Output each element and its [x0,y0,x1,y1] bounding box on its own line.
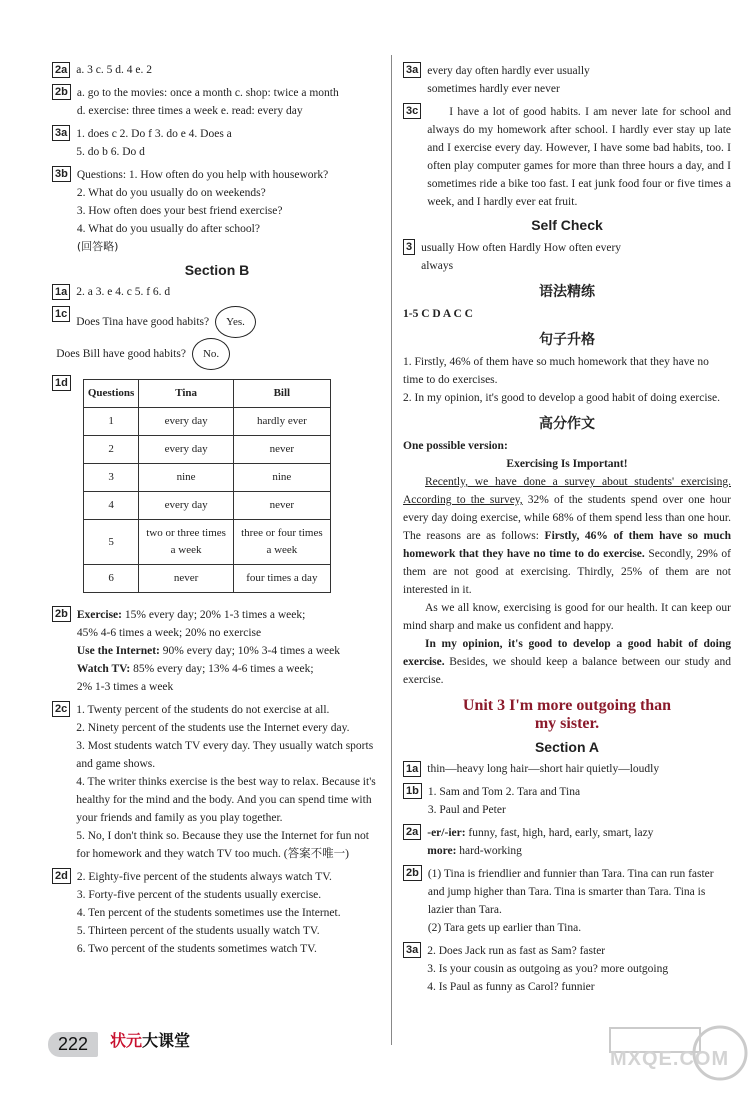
table-row: 1 every day hardly ever [83,408,330,436]
label-tag: 1a [403,761,421,777]
grammar-answers: 1-5 C D A C C [403,308,473,320]
label-tag: 3a [403,942,421,958]
answer-2c [52,701,382,863]
label-tag: 3c [403,103,421,119]
table-row: 6 never four times a day [83,565,330,593]
unit-title: Unit 3 I'm more outgoing than my sister. [462,697,672,732]
page-footer [40,1018,750,1078]
writing-title: 高分作文 [539,416,595,432]
essay-title: Exercising Is Important! [506,458,628,470]
sentence-title: 句子升格 [539,332,595,348]
list-item: 2. Ninety percent of the students use the Internet every day. [76,722,350,734]
section-b-title: Section B [184,262,250,278]
table-header: Questions [83,380,138,408]
table-row: 2 every day never [83,436,330,464]
table-row: 3 nine nine [83,464,330,492]
list-item: 3. Most students watch TV every day. They usually watch sports and game shows. [76,740,374,770]
list-item: 3. Forty-five percent of the students usually exercise. [76,889,322,901]
left-column [52,62,382,963]
label-tag: 2b [52,84,71,100]
answer-1c: 1c Does Tina have good habits? Yes. Does Bill have good habits? No. [52,306,382,370]
label-tag: 3b [52,166,71,182]
right-column [403,62,731,1001]
list-item: 2. Eighty-five percent of the students always watch TV. [76,871,332,883]
label-tag: 2b [403,865,422,881]
essay-paragraph: As we all know, exercising is good for our health. It can keep our mind sharp and make us confident and happy. [403,602,731,632]
table-row: 5 two or three times a week three or four times a week [83,520,330,565]
essay-paragraph: In my opinion, it's good to develop a good habit of doing exercise. Besides, we should keep a balance between our study and exercise. [403,638,731,686]
version-label: One possible version: [403,440,508,452]
section-a-title: Section A [534,739,600,755]
answer-3a: 3a 1. does c 2. Do f 3. do e 4. Does a 5. do b 6. Do d [52,125,382,161]
label-tag: 1b [403,783,422,799]
answer-1a-unit3: 1a thin—heavy long hair—short hair quietly—loudly [403,761,731,778]
list-item: 4. Ten percent of the students sometimes use the Internet. [76,907,341,919]
watermark-logo: MXQE.COM [600,1018,750,1098]
table-header: Bill [233,380,330,408]
answer-2b-survey: 2b Exercise: 15% every day; 20% 1-3 times a week; 45% 4-6 times a week; 20% no exercise Use the Internet: 90% every day; 10% 3-4 times a week Watch TV: 85% every day; 13% 4-6 times a week; 2% 1-3 times a week [52,606,382,696]
page-number: 222 [48,1032,98,1057]
answer-3a-unit3: 3a 2. Does Jack run as fast as Sam? faster 3. Is your cousin as outgoing as you? more outgoing 4. Is Paul as funny as Carol? funnier [403,942,731,996]
label-tag: 3a [52,125,70,141]
label-tag: 2b [52,606,71,622]
list-item: 1. Firstly, 46% of them have so much homework that they have no time to do exercises. [403,356,709,386]
table-row: 4 every day never [83,492,330,520]
no-oval: No. [192,338,230,370]
label-tag: 3 [403,239,415,255]
list-item: 5. No, I don't think so. Because they use the Internet for fun not for homework and they watch TV too much. (答案不唯一) [76,830,369,860]
answer-1a: 1a 2. a 3. e 4. c 5. f 6. d [52,284,382,301]
answer-2d [52,868,382,958]
list-item: 2. In my opinion, it's good to develop a good habit of doing exercise. [403,392,720,404]
answer-3c: 3c I have a lot of good habits. I am never late for school and always do my homework after school. I hardly ever stay up late and I exercise every day. However, I have some bad habits, too. I often play computer games for more than three hours a day, and I sometimes ride a bike too fast. I eat junk food four or five times a week, and I hardly ever eat fruit. [403,103,731,211]
label-tag: 1a [52,284,70,300]
answer-2b: 2b a. go to the movies: once a month c. shop: twice a month d. exercise: three times a week e. read: every day [52,84,382,120]
list-item: 4. The writer thinks exercise is the best way to relax. Because it's healthy for the mind and the body. And you can spend time with your friends and family as you play together. [76,776,376,824]
label-tag: 1c [52,306,70,322]
answer-3-self-check: 3 usually How often Hardly How often every always [403,239,731,275]
column-divider [391,55,392,1045]
label-tag: 1d [52,375,71,391]
answer-3b: 3b Questions: 1. How often do you help with housework? 2. What do you usually do on weekends? 3. How often does your best friend exercise? 4. What do you usually do after school? (回答略) [52,166,382,256]
grammar-title: 语法精练 [539,284,595,300]
answer-3a-right: 3a every day often hardly ever usually sometimes hardly ever never [403,62,731,98]
label-tag: 2d [52,868,71,884]
label-tag: 2a [52,62,70,78]
habits-table [83,379,331,593]
list-item: 6. Two percent of the students sometimes watch TV. [76,943,317,955]
answer-1b-unit3: 1b 1. Sam and Tom 2. Tara and Tina 3. Paul and Peter [403,783,731,819]
answer-2a: 2a a. 3 c. 5 d. 4 e. 2 [52,62,382,79]
yes-oval: Yes. [215,306,256,338]
label-tag: 2c [52,701,70,717]
answer-2a-unit3: 2a -er/-ier: funny, fast, high, hard, early, smart, lazy more: hard-working [403,824,731,860]
answer-1d [52,375,382,601]
label-tag: 2a [403,824,421,840]
table-header: Tina [139,380,234,408]
list-item: 1. Twenty percent of the students do not exercise at all. [76,704,330,716]
self-check-title: Self Check [531,217,603,233]
essay-paragraph: Recently, we have done a survey about students' exercising. According to the survey, 32% of the students spend over one hour every day doing exercise, while 68% of them spend less than one hour. The reasons are as follows: Firstly, 46% of them have so much homework that they have no time to do exercise. Secondly, 29% of them are not good at exercising. Thirdly, 25% of them are not interested in it. [403,476,731,596]
answer-2b-unit3: 2b (1) Tina is friendlier and funnier than Tara. Tina can run faster and jump higher than Tara. Tina is smarter than Tara. Tina is lazier than Tara. (2) Tara gets up earlier than Tina. [403,865,731,937]
list-item: 5. Thirteen percent of the students usually watch TV. [76,925,320,937]
brand-logo: 状元大课堂 [110,1031,191,1050]
label-tag: 3a [403,62,421,78]
